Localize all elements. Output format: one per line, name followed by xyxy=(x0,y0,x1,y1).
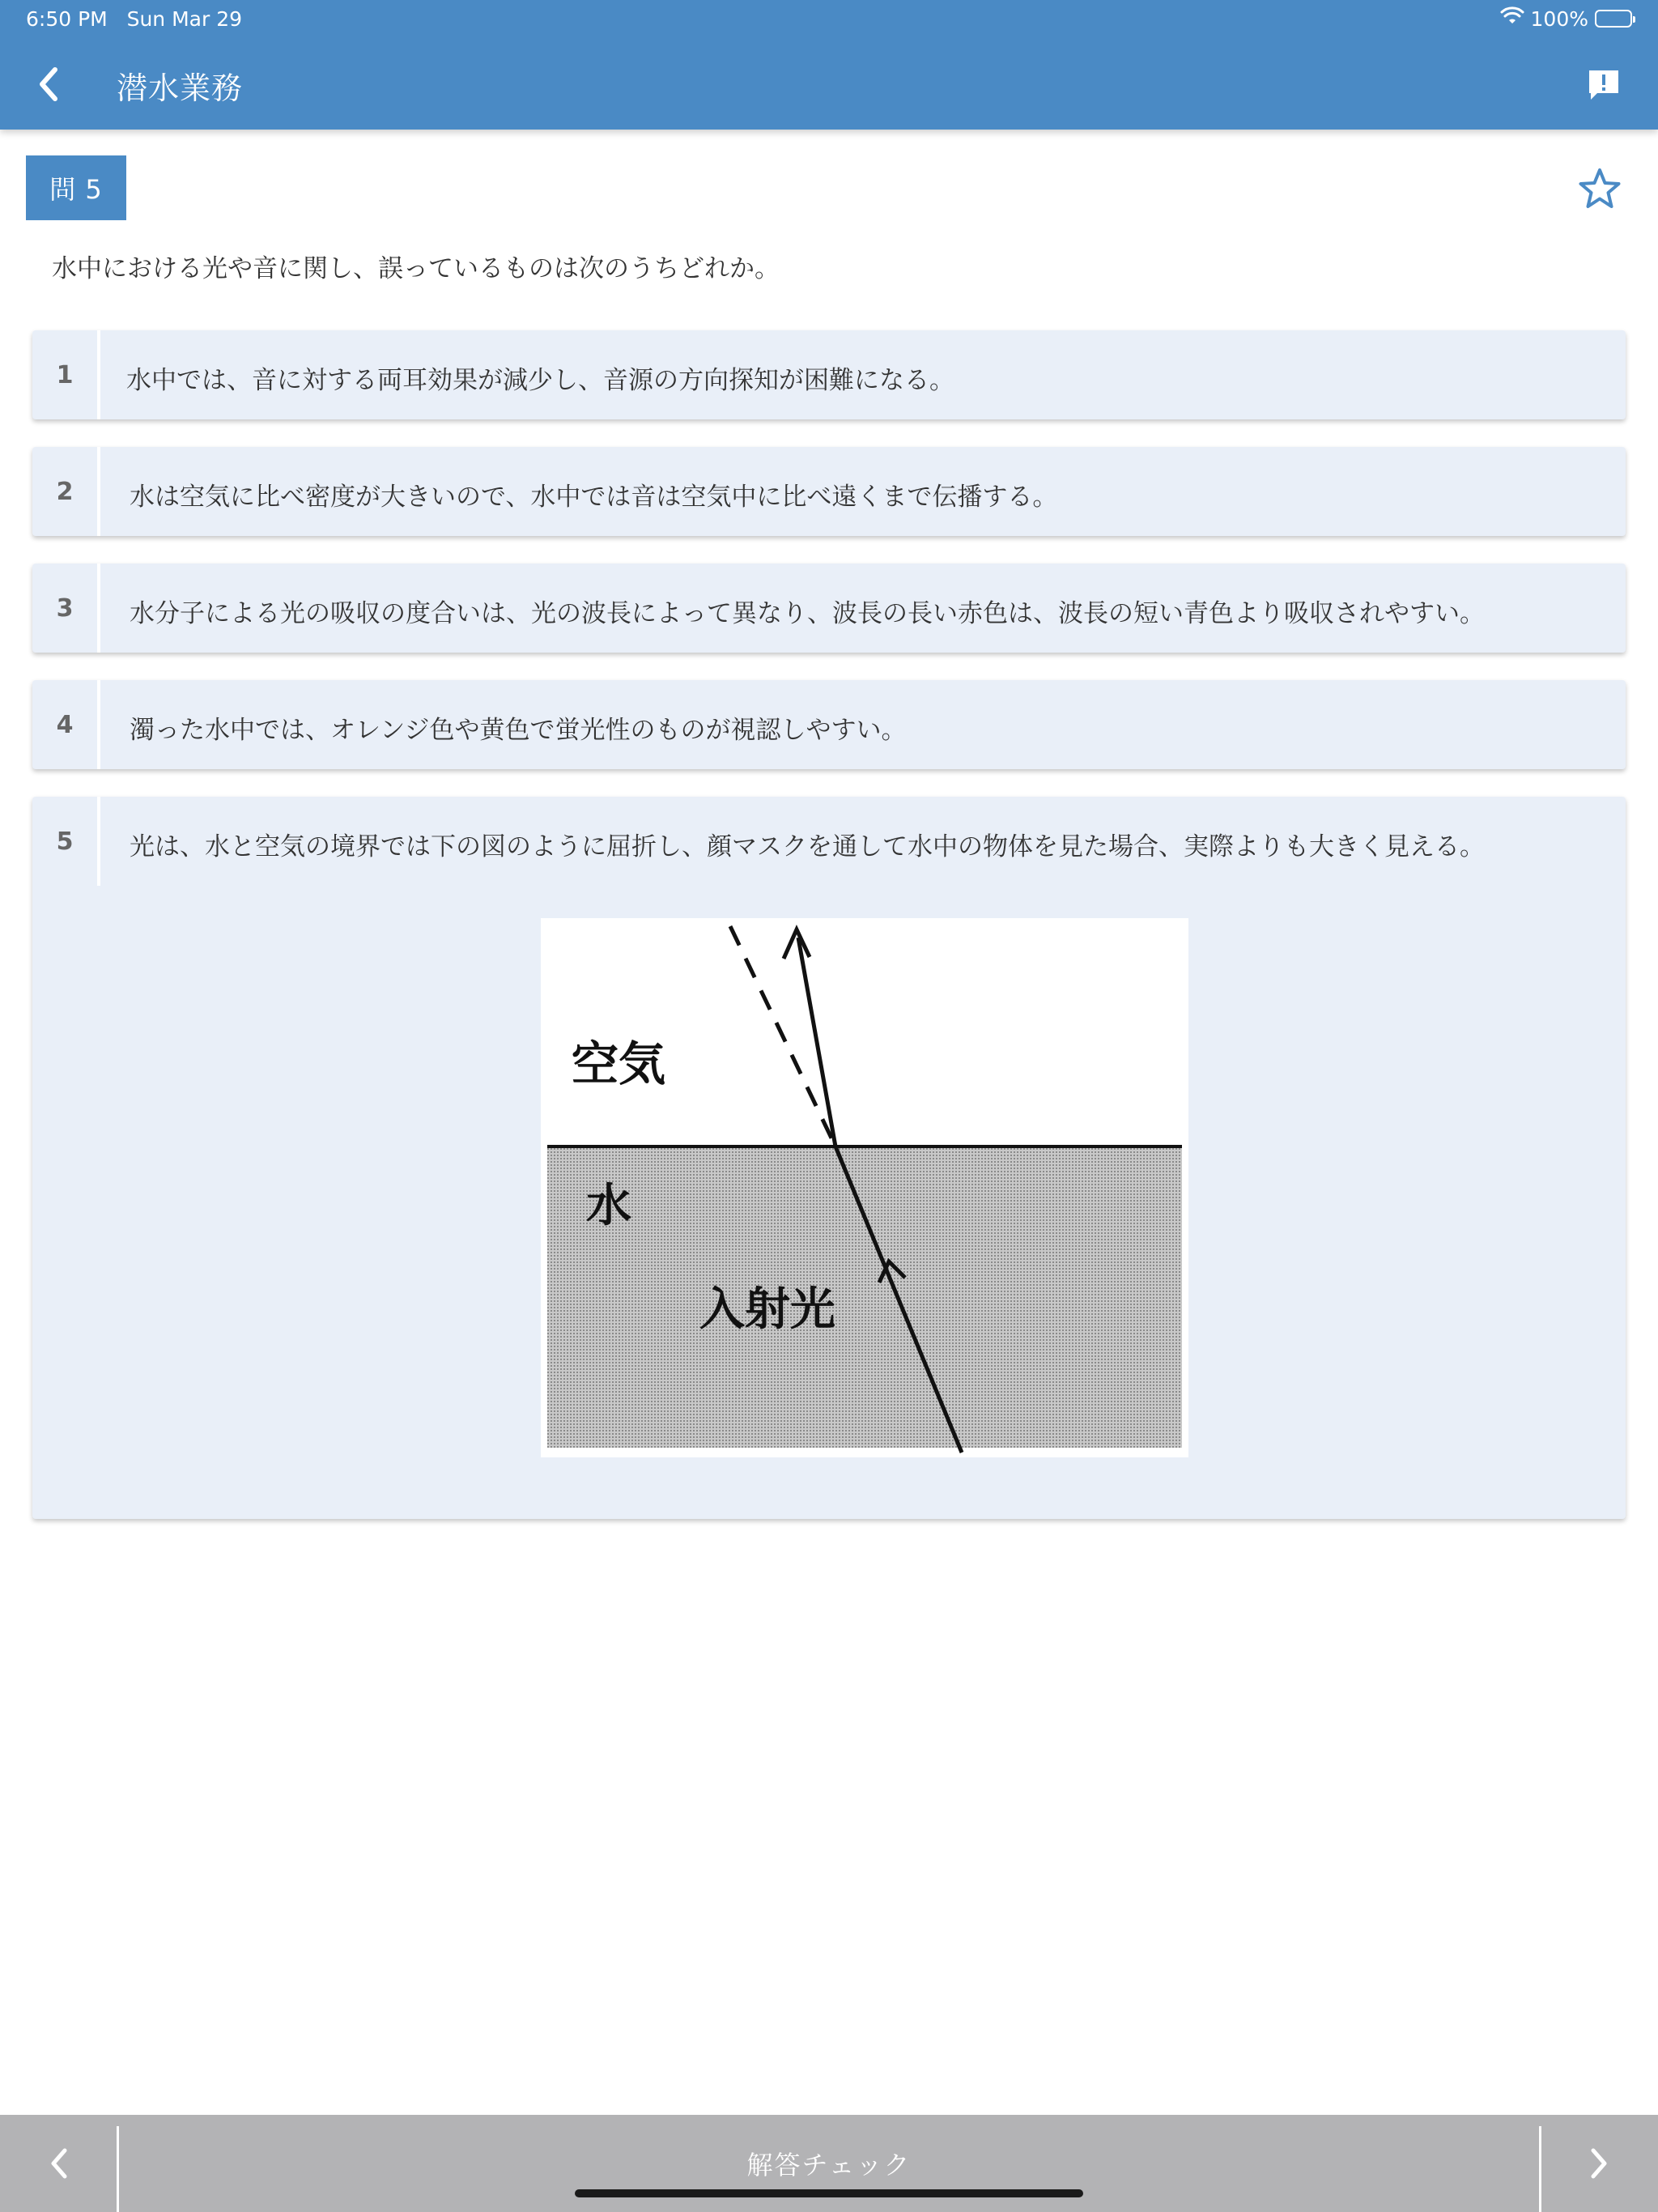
choice-text: 濁った水中では、オレンジ色や黄色で蛍光性のものが視認しやすい。 xyxy=(130,716,907,745)
chevron-right-icon xyxy=(1588,2147,1611,2180)
status-time-text: 6:50 PM xyxy=(26,7,108,31)
page-title: 潜水業務 xyxy=(117,70,244,106)
question-text: 水中における光や音に関し、誤っているものは次のうちどれか。 xyxy=(52,254,780,283)
chevron-left-icon xyxy=(47,2147,70,2180)
choice-number: 2 xyxy=(56,477,74,506)
incident-light-label: 入射光 xyxy=(699,1283,835,1336)
next-question-button[interactable] xyxy=(1541,2115,1658,2212)
status-bar xyxy=(0,0,1658,39)
refracted-ray-line xyxy=(798,938,835,1146)
check-answer-button[interactable]: 解答チェック xyxy=(746,2150,912,2180)
wifi-icon xyxy=(1500,6,1524,31)
status-time xyxy=(26,7,242,31)
choice-text: 水は空気に比べ密度が大きいので、水中では音は空気中に比べ遠くまで伝播する。 xyxy=(130,483,1058,512)
air-label: 空気 xyxy=(572,1036,666,1091)
choice-2[interactable] xyxy=(32,447,1626,536)
back-button[interactable] xyxy=(24,60,73,108)
choice-number: 1 xyxy=(56,360,74,389)
choice-4[interactable] xyxy=(32,680,1626,769)
star-icon xyxy=(1577,167,1622,212)
choice-text: 光は、水と空気の境界では下の図のように屈折し、顔マスクを通して水中の物体を見た場合、実際よりも大きく見える。 xyxy=(130,832,1485,861)
report-button[interactable] xyxy=(1582,63,1626,107)
choice-divider xyxy=(97,447,100,536)
choice-1[interactable] xyxy=(32,330,1626,419)
question-number-badge: 問 5 xyxy=(26,155,126,220)
choice-5[interactable] xyxy=(32,797,1626,1519)
feedback-icon xyxy=(1586,67,1622,103)
choice-text: 水分子による光の吸収の度合いは、光の波長によって異なり、波長の長い赤色は、波長の短い青色より吸収されやすい。 xyxy=(130,599,1485,628)
choice-divider xyxy=(97,680,100,769)
chevron-left-icon xyxy=(36,66,62,102)
status-right xyxy=(1500,6,1632,31)
choice-number: 4 xyxy=(56,710,74,739)
app-header xyxy=(0,0,1658,130)
refraction-diagram-svg xyxy=(541,918,1188,1457)
ray-arrow-up-icon xyxy=(784,929,810,959)
home-indicator xyxy=(575,2189,1083,2197)
status-date-text: Sun Mar 29 xyxy=(126,7,243,31)
nav-bar xyxy=(0,39,1658,130)
choice-divider xyxy=(97,797,100,886)
previous-question-button[interactable] xyxy=(0,2115,117,2212)
water-label: 水 xyxy=(586,1179,631,1232)
apparent-path-line xyxy=(730,926,835,1146)
choice-number: 3 xyxy=(56,593,74,623)
refraction-diagram xyxy=(541,918,1188,1457)
battery-icon xyxy=(1595,10,1632,28)
choice-number: 5 xyxy=(56,827,74,856)
bottom-toolbar xyxy=(0,2115,1658,2212)
favorite-button[interactable] xyxy=(1572,162,1627,217)
choice-divider xyxy=(97,564,100,653)
water-region xyxy=(547,1146,1182,1448)
battery-percent: 100% xyxy=(1530,6,1588,31)
choice-divider xyxy=(97,330,100,419)
choice-text: 水中では、音に対する両耳効果が減少し、音源の方向探知が困難になる。 xyxy=(126,366,954,395)
choice-3[interactable] xyxy=(32,564,1626,653)
